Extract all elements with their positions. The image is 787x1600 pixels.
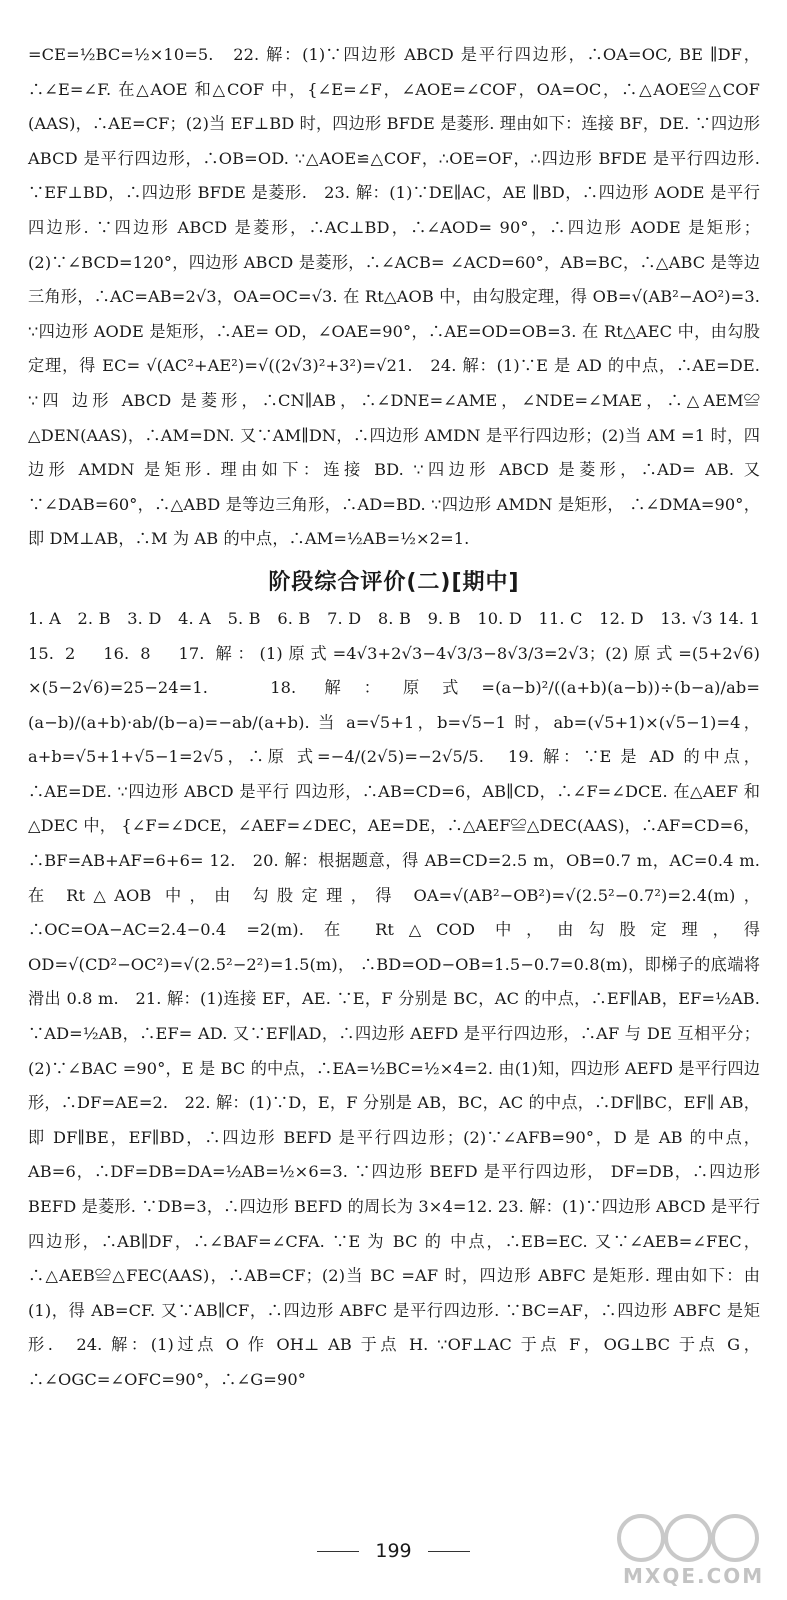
- watermark-icon: [613, 1512, 763, 1564]
- right-dash: [428, 1551, 470, 1552]
- answer-page: [28, 38, 777, 1398]
- answers-part-two: 1. A 2. B 3. D 4. A 5. B 6. B 7. D 8. B 9. B 10. D 11. C 12. D 13. √3 14. 1 15. 2 16. 8 17. 解：(1)原式=4√3+2√3−4√3/3−8√3/3=2√3；(2)原式=(5+2√6) ×(5−2√6)=25−24=1. 18. 解：原式=(a−b)²/((a+b)(a−b))÷(b−a)/ab=(a−b)/(a+b)·ab/(b−a)=−ab/(a+b). 当 a=√5+1，b=√5−1 时，ab=(√5+1)×(√5−1)=4，a+b=√5+1+√5−1=2√5，∴原 式=−4/(2√5)=−2√5/5. 19. 解：∵E 是 AD 的中点，∴AE=DE. ∵四边形 ABCD 是平行 四边形，∴AB=CD=6，AB∥CD，∴∠F=∠DCE. 在△AEF 和△DEC 中， {∠F=∠DCE，∠AEF=∠DEC，AE=DE，∴△AEF≌△DEC(AAS)，∴AF=CD=6，∴BF=AB+AF=6+6= 12. 20. 解：根据题意，得 AB=CD=2.5 m，OB=0.7 m，AC=0.4 m. 在 Rt△AOB 中，由 勾股定理，得 OA=√(AB²−OB²)=√(2.5²−0.7²)=2.4(m)，∴OC=OA−AC=2.4−0.4 =2(m). 在 Rt△COD 中，由勾股定理，得 OD=√(CD²−OC²)=√(2.5²−2²)=1.5(m)， ∴BD=OD−OB=1.5−0.7=0.8(m)，即梯子的底端将滑出 0.8 m. 21. 解：(1)连接 EF，AE. ∵E，F 分别是 BC，AC 的中点，∴EF∥AB，EF=½AB. ∵AD=½AB，∴EF= AD. 又∵EF∥AD，∴四边形 AEFD 是平行四边形，∴AF 与 DE 互相平分；(2)∵∠BAC =90°，E 是 BC 的中点，∴EA=½BC=½×4=2. 由(1)知，四边形 AEFD 是平行四边 形，∴DF=AE=2. 22. 解：(1)∵D，E，F 分别是 AB，BC，AC 的中点，∴DF∥BC，EF∥ AB，即 DF∥BE，EF∥BD，∴四边形 BEFD 是平行四边形；(2)∵∠AFB=90°，D 是 AB 的中点，AB=6，∴DF=DB=DA=½AB=½×6=3. ∵四边形 BEFD 是平行四边形， DF=DB，∴四边形 BEFD 是菱形. ∵DB=3，∴四边形 BEFD 的周长为 3×4=12. 23. 解：(1)∵四边形 ABCD 是平行四边形，∴AB∥DF，∴∠BAF=∠CFA. ∵E 为 BC 的 中点，∴EB=EC. 又∵∠AEB=∠FEC，∴△AEB≌△FEC(AAS)，∴AB=CF；(2)当 BC =AF 时，四边形 ABFC 是矩形. 理由如下：由(1)，得 AB=CF. 又∵AB∥CF，∴四边形 ABFC 是平行四边形. ∵BC=AF，∴四边形 ABFC 是矩形. 24. 解：(1)过点 O 作 OH⊥ AB 于点 H. ∵OF⊥AC 于点 F，OG⊥BC 于点 G，∴∠OGC=∠OFC=90°，∴∠G=90°: [28, 608, 777, 1389]
- section-title: 阶段综合评价(二)[期中]: [268, 569, 520, 595]
- answers-part-one: =CE=½BC=½×10=5. 22. 解：(1)∵四边形 ABCD 是平行四边形，∴OA=OC, BE ∥DF，∴∠E=∠F. 在△AOE 和△COF 中，{∠E=∠F，∠AOE=∠COF，OA=OC，∴△AOE≌△COF (AAS)，∴AE=CF；(2)当 EF⊥BD 时，四边形 BFDE 是菱形. 理由如下：连接 BF，DE. ∵四边形 ABCD 是平行四边形，∴OB=OD. ∵△AOE≌△COF，∴OE=OF，∴四边形 BFDE 是平行四边形. ∵EF⊥BD，∴四边形 BFDE 是菱形. 23. 解：(1)∵DE∥AC，AE ∥BD，∴四边形 AODE 是平行四边形. ∵四边形 ABCD 是菱形，∴AC⊥BD，∴∠AOD= 90°，∴四边形 AODE 是矩形；(2)∵∠BCD=120°，四边形 ABCD 是菱形，∴∠ACB= ∠ACD=60°，AB=BC，∴△ABC 是等边三角形，∴AC=AB=2√3，OA=OC=√3. 在 Rt△AOB 中，由勾股定理，得 OB=√(AB²−AO²)=3. ∵四边形 AODE 是矩形，∴AE= OD，∠OAE=90°，∴AE=OD=OB=3. 在 Rt△AEC 中，由勾股定理，得 EC= √(AC²+AE²)=√((2√3)²+3²)=√21. 24. 解：(1)∵E 是 AD 的中点，∴AE=DE. ∵四 边形 ABCD 是菱形，∴CN∥AB，∴∠DNE=∠AME，∠NDE=∠MAE，∴△AEM≌ △DEN(AAS)，∴AM=DN. 又∵AM∥DN，∴四边形 AMDN 是平行四边形；(2)当 AM =1 时，四边形 AMDN 是矩形. 理由如下：连接 BD. ∵四边形 ABCD 是菱形，∴AD= AB. 又∵∠DAB=60°，∴△ABD 是等边三角形，∴AD=BD. ∵四边形 AMDN 是矩形， ∴∠DMA=90°，即 DM⊥AB，∴M 为 AB 的中点，∴AM=½AB=½×2=1.: [28, 45, 760, 549]
- left-dash: [317, 1551, 359, 1552]
- watermark-logo: [613, 1512, 763, 1590]
- watermark-text: MXQE.COM: [623, 1564, 765, 1588]
- page-number-text: 199: [375, 1540, 412, 1562]
